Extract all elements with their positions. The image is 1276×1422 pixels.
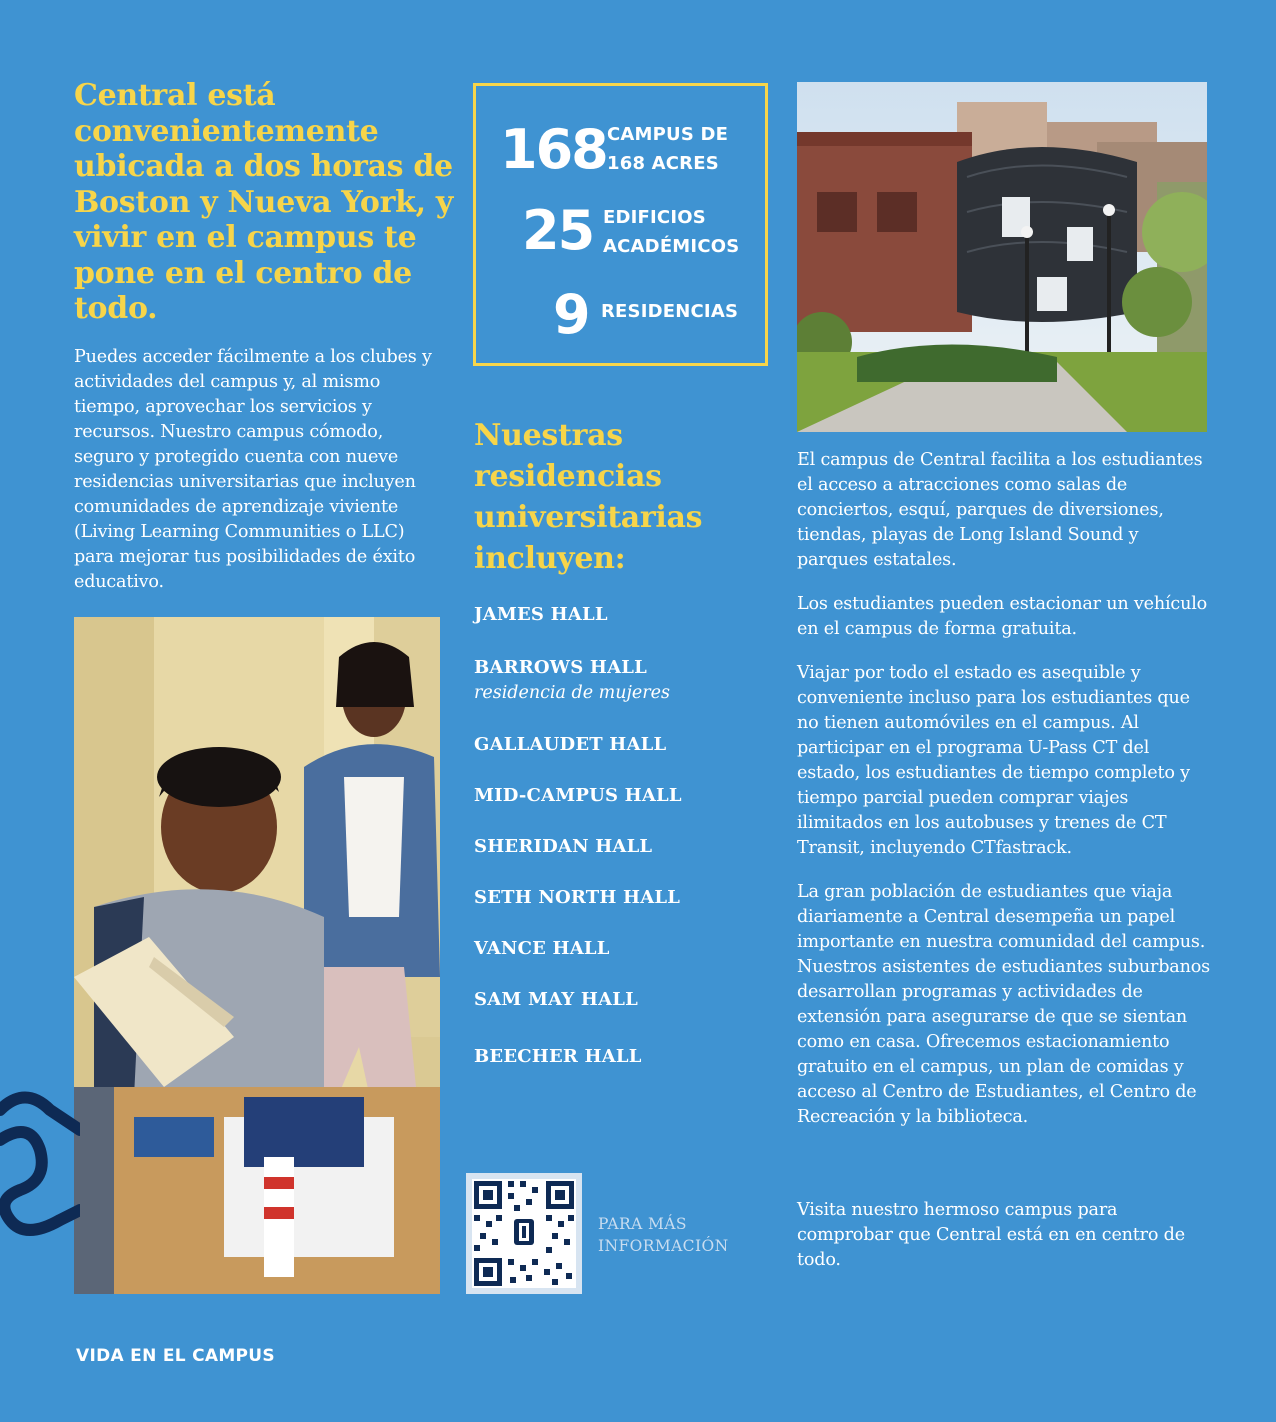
intro-paragraph: Puedes acceder fácilmente a los clubes y actividades del campus y, al mismo tiempo, aprovechar los servicios y recursos. Nuestro campus cómodo, seguro y protegido cuenta con nueve residencias universitarias que incluyen comunidades de aprendizaje viviente (Living Learning Communities o LLC) para mejorar tus posibilidades de éxito educativo. bbox=[74, 347, 432, 592]
hall-sam-may: SAM MAY HALL bbox=[474, 989, 638, 1010]
hall-james: JAMES HALL bbox=[474, 604, 608, 625]
stat-label-buildings: EDIFICIOS ACADÉMICOS bbox=[603, 207, 740, 257]
hall-seth-north: SETH NORTH HALL bbox=[474, 887, 681, 908]
stat-label-residences: RESIDENCIAS bbox=[601, 301, 739, 322]
stat-label-acres: CAMPUS DE 168 ACRES bbox=[607, 124, 729, 174]
hall-mid-campus: MID-CAMPUS HALL bbox=[474, 785, 682, 806]
residences-title: Nuestras residencias universitarias incluyen: bbox=[474, 418, 703, 576]
campus-photo bbox=[797, 82, 1207, 432]
paragraph-parking: Los estudiantes pueden estacionar un vehículo en el campus de forma gratuita. bbox=[797, 594, 1208, 639]
paragraph-transit: Viajar por todo el estado es asequible y conveniente incluso para los estudiantes que no tienen automóviles en el campus. Al participar en el programa U-Pass CT del estado, los estudiantes de tiempo completo y tiempo parcial pueden comprar viajes ilimitados en los autobuses y trenes de CT Transit, incluyendo CTfastrack. bbox=[797, 663, 1190, 858]
hall-barrows: BARROWS HALL bbox=[474, 657, 647, 678]
decorative-squiggle bbox=[0, 1090, 80, 1240]
paragraph-commuters: La gran población de estudiantes que viaja diariamente a Central desempeña un papel importante en nuestra comunidad del campus. Nuestros asistentes de estudiantes suburbanos desarrollan programas y actividades de extensión para asegurarse de que se sientan como en casa. Ofrecemos estacionamiento gratuito en el campus, un plan de comidas y acceso al Centro de Estudiantes, el Centro de Recreación y la biblioteca. bbox=[797, 882, 1210, 1127]
stats-box bbox=[473, 83, 768, 366]
hall-barrows-note: residencia de mujeres bbox=[474, 683, 670, 703]
stat-number-acres: 168 bbox=[500, 118, 607, 181]
students-photo bbox=[74, 617, 440, 1294]
qr-label: PARA MÁS INFORMACIÓN bbox=[598, 1215, 729, 1255]
footer-section-label: VIDA EN EL CAMPUS bbox=[76, 1346, 275, 1366]
headline: Central está convenientemente ubicada a dos horas de Boston y Nueva York, y vivir en el campus te pone en el centro de todo. bbox=[74, 78, 454, 326]
paragraph-visit: Visita nuestro hermoso campus para comprobar que Central está en en centro de todo. bbox=[797, 1200, 1185, 1270]
hall-beecher: BEECHER HALL bbox=[474, 1046, 642, 1067]
hall-sheridan: SHERIDAN HALL bbox=[474, 836, 653, 857]
stat-number-residences: 9 bbox=[553, 283, 589, 346]
hall-vance: VANCE HALL bbox=[474, 938, 610, 959]
paragraph-attractions: El campus de Central facilita a los estudiantes el acceso a atracciones como salas de conciertos, esquí, parques de diversiones, tiendas, playas de Long Island Sound y parques estatales. bbox=[797, 450, 1203, 570]
qr-code[interactable] bbox=[466, 1173, 582, 1294]
stat-number-buildings: 25 bbox=[522, 199, 594, 262]
hall-gallaudet: GALLAUDET HALL bbox=[474, 734, 667, 755]
